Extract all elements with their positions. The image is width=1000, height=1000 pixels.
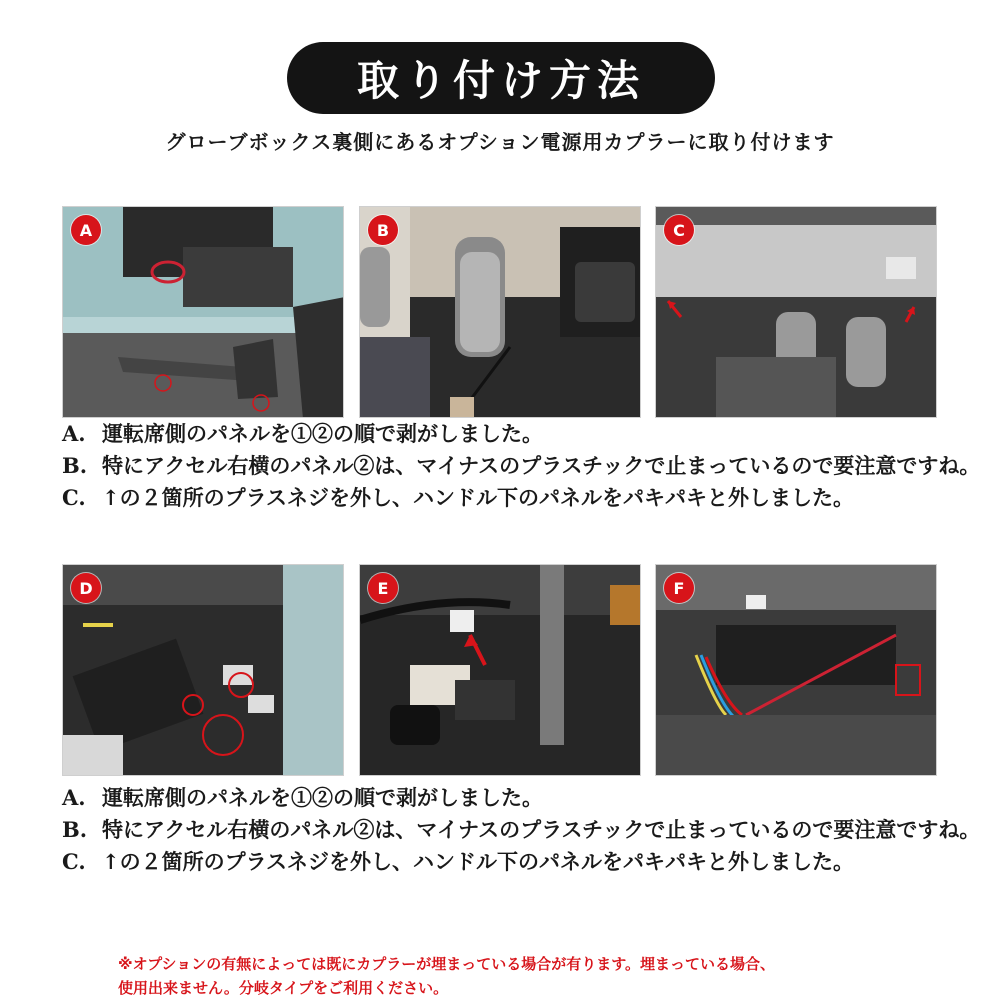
photo-lower-dash-screws-icon: [656, 207, 937, 418]
warning-note-line-2: 使用出来ません。分岐タイプをご利用ください。: [118, 979, 449, 997]
step-label: B.: [62, 817, 88, 842]
page-title-text: 取り付け方法: [356, 56, 645, 105]
step-c: [62, 482, 982, 514]
page-subtitle: グローブボックス裏側にあるオプション電源用カプラーに取り付けます: [165, 130, 835, 154]
photo-badge: A: [71, 215, 101, 245]
step-b: [62, 814, 982, 846]
photo-coupler-wiring-icon: [63, 565, 344, 776]
photo-b: [359, 206, 641, 418]
step-label: C.: [62, 485, 86, 510]
step-c: [62, 846, 982, 878]
warning-note-line-1: ※オプションの有無によっては既にカプラーが埋まっている場合が有ります。埋まっている場合、: [118, 955, 776, 973]
photo-badge: B: [368, 215, 398, 245]
photo-coupler-under-steering-icon: [360, 565, 641, 776]
step-text: 特にアクセル右横のパネル②は、マイナスのプラスチックで止まっているので要注意ですね。: [102, 817, 981, 842]
step-text: 特にアクセル右横のパネル②は、マイナスのプラスチックで止まっているので要注意ですね。: [102, 453, 981, 478]
photo-accelerator-pedal-panel-icon: [360, 207, 641, 418]
page-title: [287, 42, 715, 114]
photo-badge: D: [71, 573, 101, 603]
step-a: [62, 782, 982, 814]
photo-a: [62, 206, 344, 418]
step-label: A.: [62, 421, 86, 446]
photo-f: [655, 564, 937, 776]
step-text: ↑の２箇所のプラスネジを外し、ハンドル下のパネルをパキパキと外しました。: [102, 849, 854, 874]
steps-list-bottom: [62, 782, 982, 878]
step-text: ↑の２箇所のプラスネジを外し、ハンドル下のパネルをパキパキと外しました。: [102, 485, 854, 510]
steps-list-top: [62, 418, 982, 514]
photo-e: [359, 564, 641, 776]
step-text: 運転席側のパネルを①②の順で剥がしました。: [102, 421, 543, 446]
step-text: 運転席側のパネルを①②の順で剥がしました。: [102, 785, 543, 810]
photo-badge: C: [664, 215, 694, 245]
warning-note: [118, 952, 918, 1000]
step-label: C.: [62, 849, 86, 874]
photo-installed-harness-icon: [656, 565, 937, 776]
step-label: A.: [62, 785, 86, 810]
step-a: [62, 418, 982, 450]
photo-c: [655, 206, 937, 418]
step-b: [62, 450, 982, 482]
photo-driver-floor-panels-icon: [63, 207, 344, 418]
photo-badge: E: [368, 573, 398, 603]
step-label: B.: [62, 453, 88, 478]
photo-d: [62, 564, 344, 776]
photo-badge: F: [664, 573, 694, 603]
